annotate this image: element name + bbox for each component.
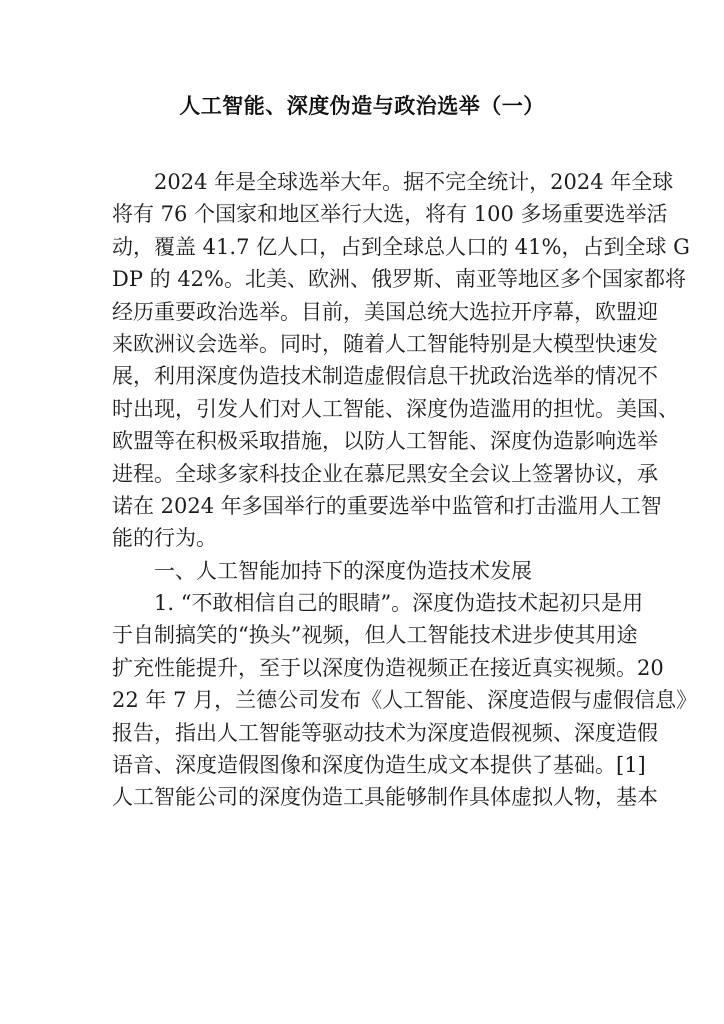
text-line: 语音、深度造假图像和深度伪造生成文本提供了基础。[1] (112, 753, 646, 778)
text-line: 扩充性能提升，至于以深度伪造视频正在接近真实视频。20 (112, 655, 664, 680)
text-line: 于自制搞笑的“换头”视频，但人工智能技术进步使其用途 (112, 623, 638, 648)
text-line: 诺在 2024 年多国举行的重要选举中监管和打击滥用人工智 (112, 493, 662, 518)
text-line: 展，利用深度伪造技术制造虚假信息干扰政治选举的情况不 (112, 364, 658, 389)
document-body (112, 166, 698, 814)
text-line: DP 的 42%。北美、欧洲、俄罗斯、南亚等地区多个国家都将 (112, 267, 686, 292)
text-line: 时出现，引发人们对人工智能、深度伪造滥用的担忧。美国、 (112, 396, 679, 421)
text-line: 人工智能公司的深度伪造工具能够制作具体虚拟人物，基本 (112, 785, 658, 810)
text-line: 2024 年是全球选举大年。据不完全统计，2024 年全球 (154, 170, 674, 194)
text-line: 22 年 7 月，兰德公司发布《人工智能、深度造假与虚假信息》 (112, 688, 698, 713)
text-line: 将有 76 个国家和地区举行大选，将有 100 多场重要选举活 (112, 202, 668, 227)
paragraph-intro (112, 166, 690, 555)
heading-line: 一、人工智能加持下的深度伪造技术发展 (154, 558, 532, 583)
paragraph-subsection-1 (112, 587, 698, 814)
text-line: 进程。全球多家科技企业在慕尼黑安全会议上签署协议，承 (112, 461, 658, 486)
section-heading (112, 555, 614, 587)
text-line: 欧盟等在积极采取措施，以防人工智能、深度伪造影响选举 (112, 429, 658, 454)
text-line: 动，覆盖 41.7 亿人口，占到全球总人口的 41%，占到全球 G (112, 234, 690, 259)
text-line: 来欧洲议会选举。同时，随着人工智能特别是大模型快速发 (112, 331, 658, 356)
text-line: 能的行为。 (112, 526, 217, 551)
text-line: 1. “不敢相信自己的眼睛”。深度伪造技术起初只是用 (154, 591, 644, 616)
document-title: 人工智能、深度伪造与政治选举（一） (179, 94, 545, 118)
text-line: 经历重要政治选举。目前，美国总统大选拉开序幕，欧盟迎 (112, 299, 658, 324)
text-line: 报告，指出人工智能等驱动技术为深度造假视频、深度造假 (112, 720, 658, 745)
